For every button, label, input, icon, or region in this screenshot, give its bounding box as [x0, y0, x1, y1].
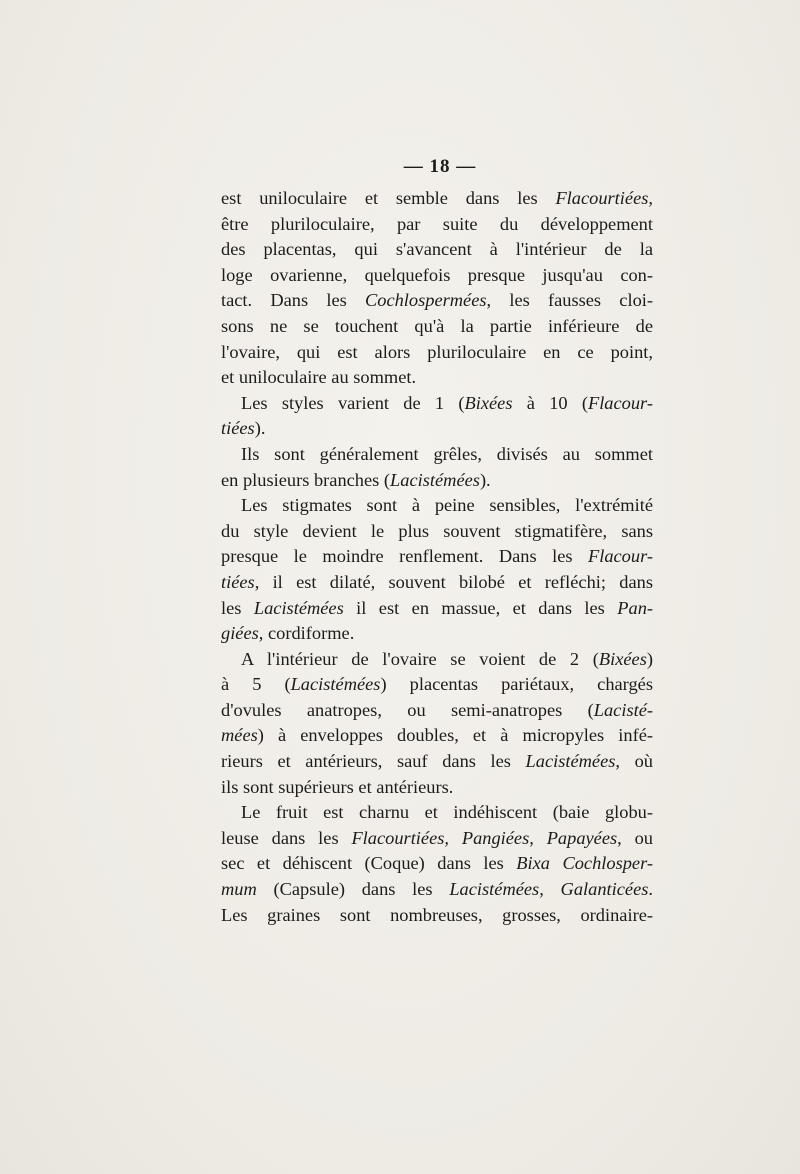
text-line: Les styles varient de 1 (Bixées à 10 (Flacour- — [241, 392, 653, 413]
text-line: tiées, il est dilaté, souvent bilobé et refléchi; dans — [221, 571, 653, 592]
text-line: sec et déhiscent (Coque) dans les Bixa Cochlosper- — [221, 853, 653, 874]
text-line: Les stigmates sont à peine sensibles, l'extrémité — [241, 495, 653, 516]
text-line: être pluriloculaire, par suite du développement — [221, 213, 653, 234]
text-line: ils sont supérieurs et antérieurs. — [221, 776, 454, 797]
text-line: les Lacistémées il est en massue, et dans les Pan- — [221, 597, 653, 618]
text-line: leuse dans les Flacourtiées, Pangiées, Papayées, ou — [221, 827, 653, 848]
text-line: A l'intérieur de l'ovaire se voient de 2 (Bixées) — [241, 648, 653, 669]
text-line: d'ovules anatropes, ou semi-anatropes (Lacisté- — [221, 699, 653, 720]
text-line: et uniloculaire au sommet. — [221, 367, 417, 388]
text-line: mées) à enveloppes doubles, et à micropyles infé- — [221, 725, 653, 746]
text-line: des placentas, qui s'avancent à l'intérieur de la — [221, 239, 653, 260]
text-line: est uniloculaire et semble dans les Flacourtiées, — [221, 188, 653, 208]
text-line: rieurs et antérieurs, sauf dans les Lacistémées, où — [221, 751, 653, 772]
text-line: Les graines sont nombreuses, grosses, ordinaire- — [221, 904, 653, 925]
text-line: tiées). — [221, 418, 266, 439]
page-number: — 18 — — [403, 156, 477, 177]
text-line: giées, cordiforme. — [221, 623, 355, 644]
text-line: du style devient le plus souvent stigmatifère, sans — [221, 520, 653, 541]
text-line: Ils sont généralement grêles, divisés au sommet — [241, 443, 653, 464]
text-line: tact. Dans les Cochlospermées, les fausses cloi- — [221, 290, 653, 311]
text-line: loge ovarienne, quelquefois presque jusqu'au con- — [221, 264, 653, 285]
text-line: en plusieurs branches (Lacistémées). — [221, 469, 491, 490]
body-text — [221, 186, 653, 928]
text-line: l'ovaire, qui est alors pluriloculaire en ce point, — [221, 341, 653, 362]
text-line: à 5 (Lacistémées) placentas pariétaux, chargés — [221, 674, 653, 695]
text-line: Le fruit est charnu et indéhiscent (baie globu- — [241, 802, 653, 823]
text-line: sons ne se touchent qu'à la partie inférieure de — [221, 315, 653, 336]
text-line: presque le moindre renflement. Dans les Flacour- — [221, 546, 653, 567]
text-line: mum (Capsule) dans les Lacistémées, Galanticées. — [221, 879, 653, 900]
